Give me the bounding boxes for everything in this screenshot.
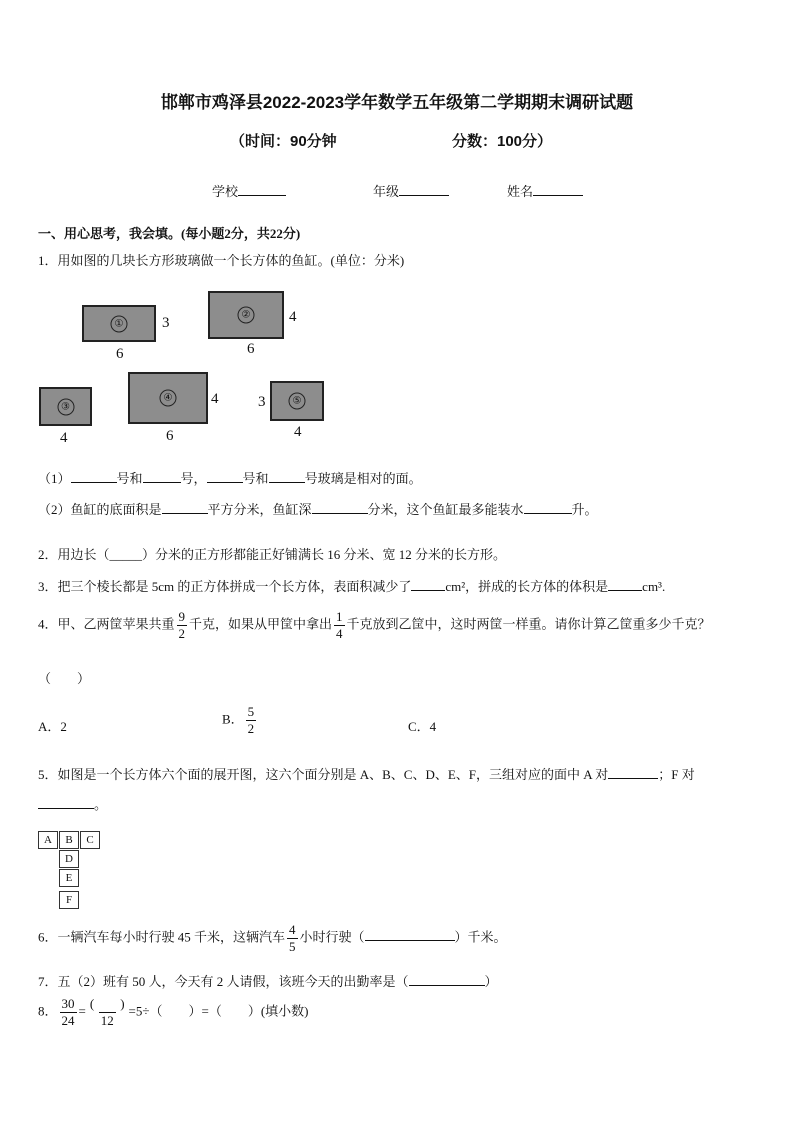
pane-height: 4	[211, 391, 219, 407]
option-c[interactable]: C．4	[408, 719, 437, 734]
text: 号玻璃是相对的面。	[304, 471, 422, 486]
answer-blank[interactable]	[207, 470, 243, 483]
pane-width: 6	[247, 341, 255, 357]
pane-label: ④	[160, 390, 177, 407]
name-blank[interactable]	[533, 183, 583, 196]
grade-label: 年级	[373, 184, 400, 199]
numerator: 1	[336, 609, 343, 624]
numerator[interactable]: ( )	[89, 996, 125, 1011]
text: 千克，如果从甲筐中拿出	[189, 616, 333, 632]
text: 6．一辆汽车每小时行驶 45 千米，这辆汽车	[38, 929, 286, 945]
question-5-cont	[38, 794, 107, 813]
text: =5÷（ ）=（ ）(填小数)	[128, 1003, 309, 1019]
text: 升。	[571, 502, 598, 517]
text: （2）鱼缸的底面积是	[38, 502, 162, 517]
grade-blank[interactable]	[399, 183, 449, 196]
answer-paren[interactable]: （ ）	[38, 671, 91, 686]
net-face-c: C	[80, 831, 100, 849]
pane-label: ①	[111, 315, 128, 332]
fraction[interactable]	[88, 996, 127, 1029]
text: 分米，这个鱼缸最多能装水	[367, 502, 524, 517]
question-1-part-2	[38, 499, 598, 518]
text: 号，	[180, 471, 207, 486]
net-face-f: F	[59, 891, 79, 909]
text: cm²，拼成的长方体的体积是	[445, 579, 609, 594]
text: 3．把三个棱长都是 5cm 的正方体拼成一个长方体，表面积减少了	[38, 579, 412, 594]
school-label: 学校	[212, 184, 239, 199]
denominator: 2	[178, 626, 186, 641]
school-blank[interactable]	[238, 183, 286, 196]
answer-blank[interactable]	[409, 973, 485, 986]
question-8	[38, 996, 309, 1029]
fraction	[60, 996, 77, 1029]
denominator: 2	[247, 721, 255, 736]
text: 5．如图是一个长方体六个面的展开图，这六个面分别是 A、B、C、D、E、F，三组对应的面中 A 对	[38, 767, 609, 782]
text: ）千米。	[454, 929, 507, 945]
pane-height: 3	[258, 394, 266, 410]
numerator: 30	[61, 996, 75, 1011]
text: 号和	[116, 471, 143, 486]
fraction	[246, 704, 257, 737]
question-3	[38, 576, 665, 595]
pane-width: 6	[116, 346, 124, 362]
name-field	[507, 181, 583, 200]
answer-blank[interactable]	[608, 766, 658, 779]
answer-blank[interactable]	[365, 928, 455, 941]
denominator: 24	[61, 1013, 75, 1028]
grade-field	[373, 181, 449, 200]
text: 8．	[38, 1003, 58, 1019]
exam-time: （时间：90分钟	[230, 133, 337, 150]
numerator: 4	[289, 922, 296, 937]
answer-blank[interactable]	[608, 578, 642, 591]
pane-label: ⑤	[289, 393, 306, 410]
question-2: 2．用边长（_____）分米的正方形都能正好铺满长 16 分米、宽 12 分米的长方形。	[38, 547, 507, 562]
net-face-a: A	[38, 831, 58, 849]
answer-blank[interactable]	[411, 578, 445, 591]
question-1-part-1	[38, 468, 422, 487]
denominator: 12	[100, 1013, 114, 1028]
text: B．	[222, 711, 244, 727]
text: 号和	[242, 471, 269, 486]
question-7	[38, 971, 498, 990]
pane-label: ③	[57, 398, 74, 415]
net-face-e: E	[59, 869, 79, 887]
net-face-d: D	[59, 850, 79, 868]
fraction	[334, 609, 345, 642]
text: 。	[94, 797, 108, 812]
fraction	[177, 609, 188, 642]
exam-score: 分数：100分）	[452, 133, 553, 150]
pane-height: 4	[289, 309, 297, 325]
denominator: 5	[289, 939, 296, 954]
text: 4．甲、乙两筐苹果共重	[38, 616, 175, 632]
text: ）	[484, 974, 498, 989]
answer-blank[interactable]	[38, 796, 94, 809]
pane-height: 3	[162, 315, 170, 331]
text: 7．五（2）班有 50 人，今天有 2 人请假，该班今天的出勤率是（	[38, 974, 409, 989]
question-5	[38, 764, 695, 783]
pane-width: 4	[60, 430, 68, 446]
text: 平方分米，鱼缸深	[207, 502, 312, 517]
numerator: 5	[247, 704, 255, 719]
question-4	[38, 609, 711, 642]
question-1-stem: 1．用如图的几块长方形玻璃做一个长方体的鱼缸。(单位：分米)	[38, 253, 405, 268]
fraction	[287, 922, 298, 955]
option-a[interactable]: A．2	[38, 719, 67, 734]
net-face-b: B	[59, 831, 79, 849]
pane-label: ②	[238, 307, 255, 324]
page-title: 邯郸市鸡泽县2022-2023学年数学五年级第二学期期末调研试题	[160, 93, 634, 112]
pane-width: 6	[166, 428, 174, 444]
denominator: 4	[336, 626, 343, 641]
option-b[interactable]	[222, 704, 258, 737]
text: 小时行驶（	[299, 929, 365, 945]
pane-width: 4	[294, 424, 302, 440]
name-label: 姓名	[507, 184, 534, 199]
answer-blank[interactable]	[162, 501, 208, 514]
text: 千克放到乙筐中，这时两筐一样重。请你计算乙筐重多少千克？	[346, 616, 711, 632]
question-6	[38, 922, 507, 955]
answer-blank[interactable]	[524, 501, 572, 514]
answer-blank[interactable]	[71, 470, 117, 483]
text: cm³.	[642, 579, 666, 594]
text: ；F 对	[658, 767, 695, 782]
school-field	[212, 181, 286, 200]
numerator: 9	[178, 609, 186, 624]
answer-blank[interactable]	[269, 470, 305, 483]
answer-blank[interactable]	[143, 470, 181, 483]
text: （1）	[38, 471, 71, 486]
equals-sign: =	[78, 1003, 86, 1019]
answer-blank[interactable]	[312, 501, 368, 514]
section-heading: 一、用心思考，我会填。(每小题2分，共22分)	[38, 226, 301, 241]
